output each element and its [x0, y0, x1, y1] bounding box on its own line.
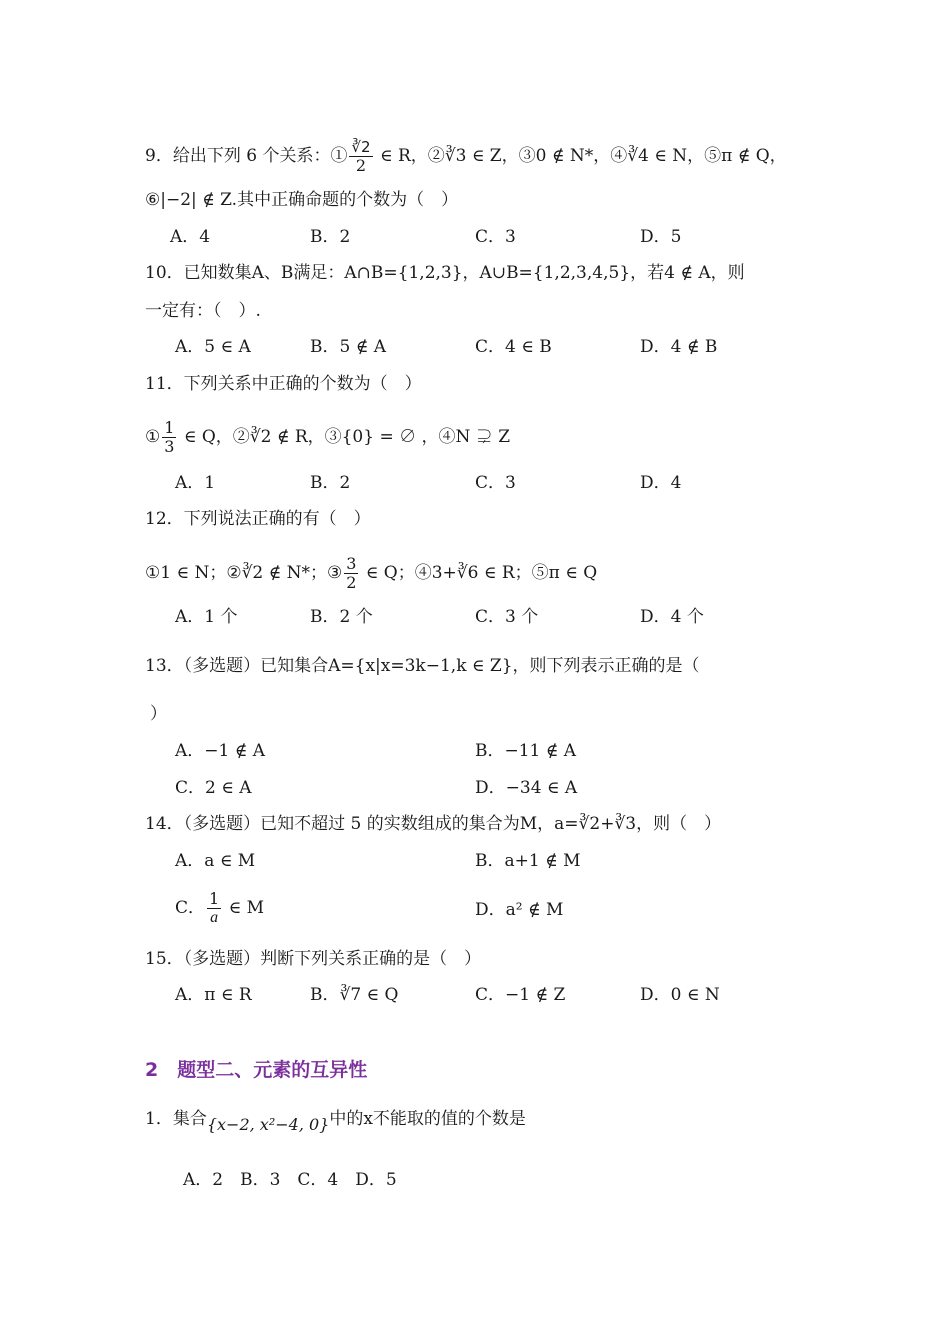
q14-option-b: B．a+1 ∉ M	[475, 851, 581, 871]
q10-line2: 一定有：（ ）.	[145, 301, 261, 321]
s1-options: A．2 B．3 C．4 D．5	[183, 1170, 397, 1190]
q11-r1-pre: ①	[145, 427, 161, 447]
q9-option-d: D．5	[640, 227, 682, 247]
q9-r1-pre: ①	[330, 146, 348, 166]
q15-option-c: C．−1 ∉ Z	[475, 985, 566, 1005]
q14-option-c-fraction	[207, 890, 221, 927]
q12-option-a: A．1 个	[175, 607, 238, 627]
q9-frac-num: ∛2	[351, 138, 371, 156]
q12-option-d: D．4 个	[640, 607, 704, 627]
q14-option-d: D．a² ∉ M	[475, 900, 564, 920]
section-heading: 2 题型二、元素的互异性	[145, 1059, 368, 1081]
q10-option-c: C．4 ∈ B	[475, 337, 552, 357]
q13-option-d: D．−34 ∈ A	[475, 778, 578, 798]
q13-line1: 13．（多选题）已知集合A={x|x=3k−1,k ∈ Z}，则下列表示正确的是（	[145, 656, 700, 676]
q12-fraction	[344, 555, 358, 592]
q15-line1: 15．（多选题）判断下列关系正确的是（ ）	[145, 949, 482, 969]
q9-option-a: A．4	[170, 227, 211, 247]
q12-frac-den: 2	[346, 573, 357, 592]
q12-post: ∈ Q；④3+∛6 ∈ R；⑤π ∈ Q	[360, 563, 598, 583]
q9-option-c: C．3	[475, 227, 516, 247]
q11-option-c: C．3	[475, 473, 516, 493]
q11-option-d: D．4	[640, 473, 682, 493]
q9-fraction	[349, 138, 372, 175]
q13-option-a: A．−1 ∉ A	[175, 741, 266, 761]
q11-line2	[145, 419, 510, 456]
q9-r4: ④∛4 ∈ N，	[610, 146, 705, 166]
q9-intro: 9．给出下列 6 个关系：	[145, 146, 331, 166]
q10-line1: 10．已知数集A、B满足：A∩B={1,2,3}，A∪B={1,2,3,4,5}，若4 ∉ A，则	[145, 263, 745, 283]
q9-line1	[145, 138, 787, 175]
q14-option-c-label: C．	[175, 898, 206, 918]
q12-option-b: B．2 个	[310, 607, 373, 627]
q9-line2: ⑥|−2| ∉ Z.其中正确命题的个数为（ ）	[145, 190, 459, 210]
q14-frac-den: a	[210, 909, 219, 926]
q14-option-c	[175, 890, 264, 927]
q11-frac-num: 1	[164, 418, 175, 437]
q13-line2: ）	[150, 704, 167, 724]
q12-frac-num: 3	[346, 554, 357, 573]
q11-fraction	[162, 419, 176, 456]
q9-r1-post: ∈ R，	[374, 146, 428, 166]
q14-frac-num: 1	[209, 889, 220, 908]
q9-r2: ②∛3 ∈ Z，	[427, 146, 519, 166]
q11-r1-post: ∈ Q，	[178, 427, 233, 447]
q11-frac-den: 3	[164, 437, 175, 456]
q12-line2	[145, 555, 597, 592]
q13-option-c: C．2 ∈ A	[175, 778, 252, 798]
q14-option-c-post: ∈ M	[223, 898, 265, 918]
q12-line1: 12．下列说法正确的有（ ）	[145, 509, 371, 529]
q12-option-c: C．3 个	[475, 607, 539, 627]
s1-line1	[145, 1108, 526, 1136]
s1-pre: 1．集合	[145, 1109, 207, 1129]
q13-option-b: B．−11 ∉ A	[475, 741, 577, 761]
s1-set: {x−2, x²−4, 0}	[206, 1115, 330, 1134]
q9-r3: ③0 ∉ N*，	[518, 146, 611, 166]
q10-option-d: D．4 ∉ B	[640, 337, 718, 357]
q10-option-b: B．5 ∉ A	[310, 337, 386, 357]
q9-r5: ⑤π ∉ Q，	[704, 146, 787, 166]
q14-line1: 14．（多选题）已知不超过 5 的实数组成的集合为M，a=∛2+∛3，则（ ）	[145, 814, 722, 834]
q14-option-a: A．a ∈ M	[175, 851, 256, 871]
q11-option-a: A．1	[175, 473, 216, 493]
q9-frac-den: 2	[355, 156, 367, 175]
q9-option-b: B．2	[310, 227, 351, 247]
q15-option-d: D．0 ∈ N	[640, 985, 720, 1005]
s1-post: 中的x不能取的值的个数是	[329, 1109, 526, 1129]
q11-rest: ②∛2 ∉ R，③{0} = ∅ ，④N ⊋ Z	[232, 427, 511, 447]
q10-option-a: A．5 ∈ A	[175, 337, 251, 357]
q15-option-b: B．∛7 ∈ Q	[310, 985, 399, 1005]
q11-option-b: B．2	[310, 473, 351, 493]
q15-option-a: A．π ∈ R	[175, 985, 252, 1005]
q12-pre: ①1 ∈ N；②∛2 ∉ N*；③	[145, 563, 343, 583]
q11-line1: 11．下列关系中正确的个数为（ ）	[145, 374, 422, 394]
